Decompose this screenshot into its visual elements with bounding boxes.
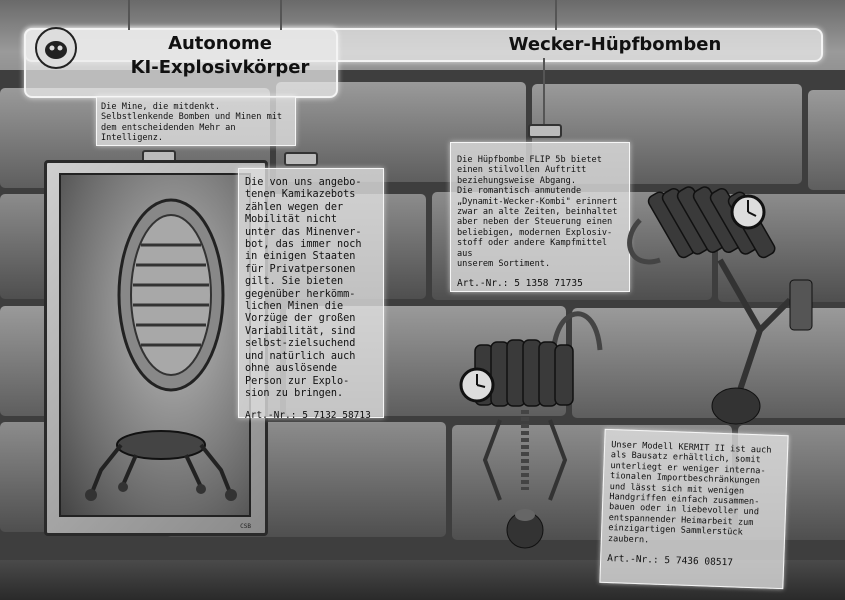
kamikazebot-text: Die von uns angebo- tenen Kamikazebots zählen wegen der Mobilität nicht unter das Minenver- bot, das immer noch in einigen Staaten für Privatpersonen gilt. Sie bieten gegenüber herkömm- lichen Minen die Vorzüge der großen Variabilität, sind selbst-zielsuchend und natürlich auch ohne auslösende Person zur Explo- sion zu bringen.	[245, 177, 362, 399]
boot-sole-image	[61, 175, 249, 515]
page-title-left	[120, 32, 320, 80]
flip-article-number: Art.-Nr.: 5 1358 71735	[457, 278, 583, 290]
kamikazebot-article-number: Art.-Nr.: 5 7132 58713	[245, 410, 371, 422]
hang-wire	[555, 0, 557, 30]
panel-clip	[528, 124, 562, 138]
title-left-line2: KI-Explosivkörper	[130, 57, 310, 78]
skull-logo-icon	[34, 26, 78, 70]
walking-bomb-illustration	[620, 180, 840, 440]
flip-text: Die Hüpfbombe FLIP 5b bietet einen stilvollen Auftritt beziehungsweise Abgang. Die romantisch anmutende „Dynamit-Wecker-Kombi" erinnert zwar an alte Zeiten, beinhaltet aber neben der Steuerung einen beliebigen, modernen Explosiv- stoff oder andere Kampfmittel aus unserem Sortiment.	[457, 155, 618, 270]
monitor-label: CSB	[240, 523, 251, 530]
kermit-article-number: Art.-Nr.: 5 7436 08517	[607, 553, 734, 569]
intro-panel	[96, 96, 296, 146]
kermit-text: Unser Modell KERMIT II ist auch als Bausatz erhältlich, somit unterliegt er weniger interna- tionalen Importbeschränkungen und lässt sich mit wenigen Handgriffen einfach zusammen- bauen oder in liebevoller und entspannender Heimarbeit zum einzigartigen Sammlerstück zaubern.	[607, 440, 772, 546]
monitor-frame	[44, 160, 268, 536]
hang-wire	[543, 58, 545, 128]
hang-wire	[128, 0, 130, 30]
clock-bomb-illustration	[455, 290, 605, 560]
title-left-line1: Autonome	[168, 33, 272, 54]
panel-clip	[284, 152, 318, 166]
monitor-screen	[59, 173, 251, 517]
kamikazebot-panel	[238, 168, 384, 422]
hang-wire	[280, 0, 282, 30]
kermit-panel	[599, 429, 788, 589]
page-title-right: Wecker-Hüpfbomben	[508, 34, 722, 55]
flip-panel	[450, 142, 630, 292]
intro-text: Die Mine, die mitdenkt. Selbstlenkende Bomben und Minen mit dem entscheidenden Mehr an Intelligenz.	[101, 102, 283, 144]
